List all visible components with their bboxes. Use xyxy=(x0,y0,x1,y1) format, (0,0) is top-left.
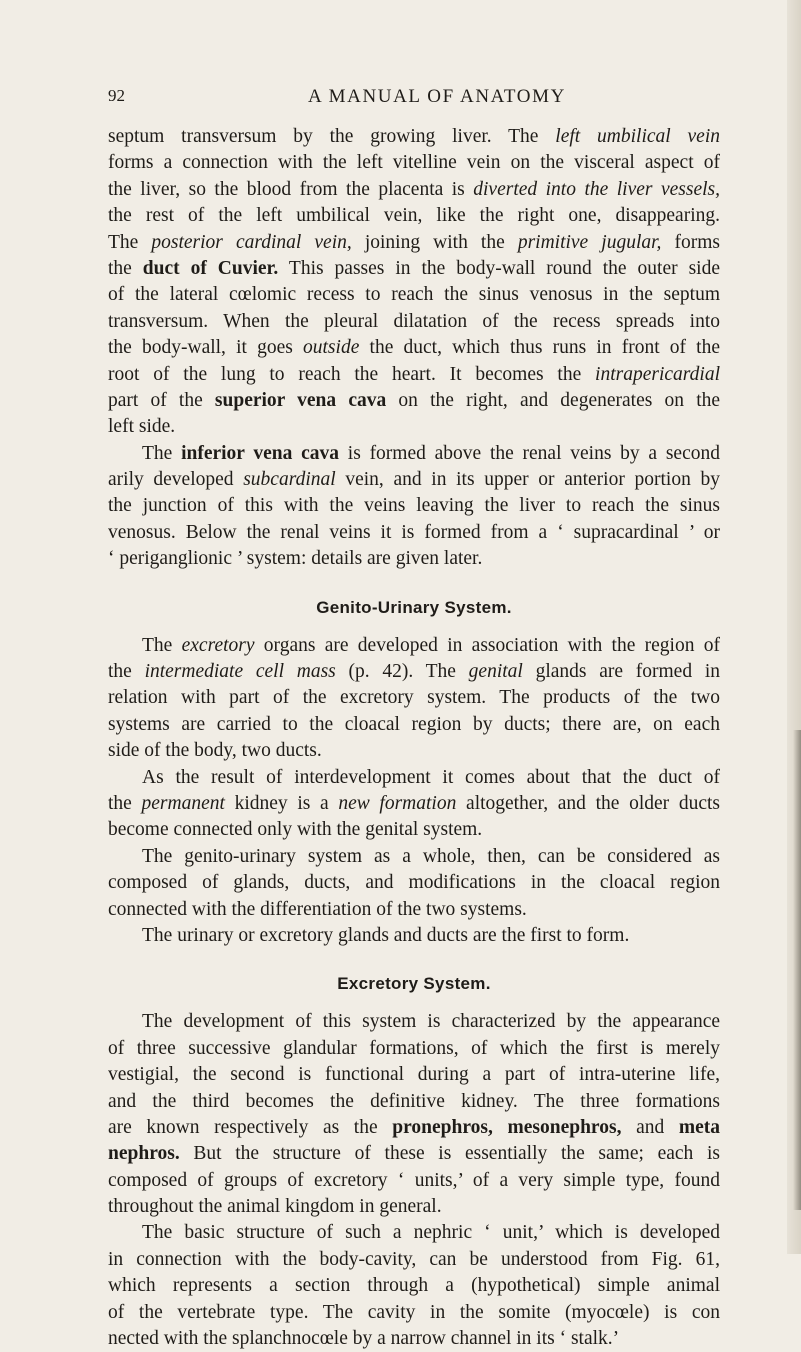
italic-term: intermediate cell mass xyxy=(144,661,336,683)
text-line: connected with the differentiation of the two systems. xyxy=(108,898,527,920)
italic-term: genital xyxy=(468,661,523,683)
text-line: the duct of Cuvier. This passes in the body-wall round the outer side xyxy=(108,257,720,279)
text-line: left side. xyxy=(108,416,176,438)
italic-term: primitive jugular, xyxy=(517,231,662,253)
running-title: A MANUAL OF ANATOMY xyxy=(308,86,566,107)
paragraph xyxy=(108,1009,720,1220)
text-line: relation with part of the excretory system. The products of the two xyxy=(108,687,720,709)
italic-term: outside xyxy=(303,337,360,359)
text-line: throughout the animal kingdom in general. xyxy=(108,1196,442,1218)
text-line: The basic structure of such a nephric ‘ unit,’ which is developed xyxy=(142,1222,720,1244)
text-line: root of the lung to reach the heart. It becomes the intrapericardial xyxy=(108,363,720,385)
italic-term: permanent xyxy=(141,792,225,814)
text-line: As the result of interdevelopment it comes about that the duct of xyxy=(142,766,720,788)
text-line: systems are carried to the cloacal region by ducts; there are, on each xyxy=(108,713,720,735)
text-line: of the vertebrate type. The cavity in the somite (myocœle) is con xyxy=(108,1301,720,1323)
bold-term: duct of Cuvier. xyxy=(142,257,279,279)
text-line: composed of glands, ducts, and modifications in the cloacal region xyxy=(108,872,720,894)
text-line: in connection with the body-cavity, can be understood from Fig. 61, xyxy=(108,1248,720,1270)
text-line: the junction of this with the veins leaving the liver to reach the sinus xyxy=(108,495,720,517)
italic-term: excretory xyxy=(181,634,255,656)
text-line: of the lateral cœlomic recess to reach the sinus venosus in the septum xyxy=(108,284,720,306)
text-line: are known respectively as the pronephros, mesonephros, and meta xyxy=(108,1116,720,1138)
paragraph xyxy=(108,1220,720,1352)
bold-term: superior vena cava xyxy=(214,389,387,411)
page-body xyxy=(108,124,720,1352)
text-line: the rest of the left umbilical vein, like the right one, disappearing. xyxy=(108,205,720,227)
section-heading: Excretory System. xyxy=(337,974,491,994)
italic-term: posterior cardinal vein, xyxy=(151,231,352,253)
italic-term: subcardinal xyxy=(243,469,336,491)
bold-term: inferior vena cava xyxy=(181,442,340,464)
text-line: part of the superior vena cava on the right, and degenerates on the xyxy=(108,389,720,411)
text-line: the permanent kidney is a new formation altogether, and the older ducts xyxy=(108,792,720,814)
text-line: The posterior cardinal vein, joining with the primitive jugular, forms xyxy=(108,231,720,253)
text-line: become connected only with the genital system. xyxy=(108,819,483,841)
text-line: The genito-urinary system as a whole, then, can be considered as xyxy=(142,845,720,867)
text-line: forms a connection with the left vitelline vein on the visceral aspect of xyxy=(108,152,720,174)
paragraph xyxy=(108,124,720,441)
text-line: transversum. When the pleural dilatation of the recess spreads into xyxy=(108,310,720,332)
text-line: of three successive glandular formations, of which the first is merely xyxy=(108,1037,720,1059)
text-line: composed of groups of excretory ‘ units,’ of a very simple type, found xyxy=(108,1169,720,1191)
page-edge-shadow xyxy=(793,730,801,1210)
paragraph xyxy=(108,633,720,765)
page-number: 92 xyxy=(108,86,125,105)
text-line: The inferior vena cava is formed above the renal veins by a second xyxy=(142,442,720,464)
italic-term: left umbilical vein xyxy=(555,126,720,147)
text-line: the intermediate cell mass (p. 42). The genital glands are formed in xyxy=(108,661,720,683)
text-line: the liver, so the blood from the placenta is diverted into the liver vessels, xyxy=(108,178,720,200)
bold-term: pronephros, xyxy=(392,1116,493,1138)
paragraph xyxy=(108,441,720,573)
bold-term: nephros. xyxy=(108,1143,180,1165)
text-line: The development of this system is characterized by the appearance xyxy=(142,1011,720,1033)
paragraph xyxy=(108,765,720,844)
bold-term: meta xyxy=(678,1116,720,1138)
text-line: nephros. But the structure of these is essentially the same; each is xyxy=(108,1143,720,1165)
text-line: the body-wall, it goes outside the duct, which thus runs in front of the xyxy=(108,337,720,359)
italic-term: intrapericardial xyxy=(595,363,720,385)
text-line: side of the body, two ducts. xyxy=(108,740,322,762)
section-heading: Genito-Urinary System. xyxy=(316,597,512,617)
text-line: The urinary or excretory glands and ducts are the first to form. xyxy=(142,924,630,946)
paragraph xyxy=(108,923,720,949)
italic-term: new formation xyxy=(338,792,457,814)
text-line: vestigial, the second is functional during a part of intra-uterine life, xyxy=(108,1064,720,1086)
text-line: septum transversum by the growing liver. The left umbilical vein xyxy=(108,126,720,147)
running-head xyxy=(108,86,720,112)
text-line: nected with the splanchnocœle by a narrow channel in its ‘ stalk.’ xyxy=(108,1328,620,1350)
text-line: venosus. Below the renal veins it is formed from a ‘ supracardinal ’ or xyxy=(108,521,720,543)
bold-term: mesonephros, xyxy=(507,1116,622,1138)
paragraph xyxy=(108,844,720,923)
text-line: arily developed subcardinal vein, and in its upper or anterior portion by xyxy=(108,469,720,491)
italic-term: diverted into the liver vessels, xyxy=(473,178,720,200)
text-line: and the third becomes the definitive kidney. The three formations xyxy=(108,1090,720,1112)
text-line: The excretory organs are developed in association with the region of xyxy=(142,634,720,656)
text-line: which represents a section through a (hypothetical) simple animal xyxy=(108,1275,720,1297)
text-line: ‘ periganglionic ’ system: details are given later. xyxy=(108,548,483,570)
